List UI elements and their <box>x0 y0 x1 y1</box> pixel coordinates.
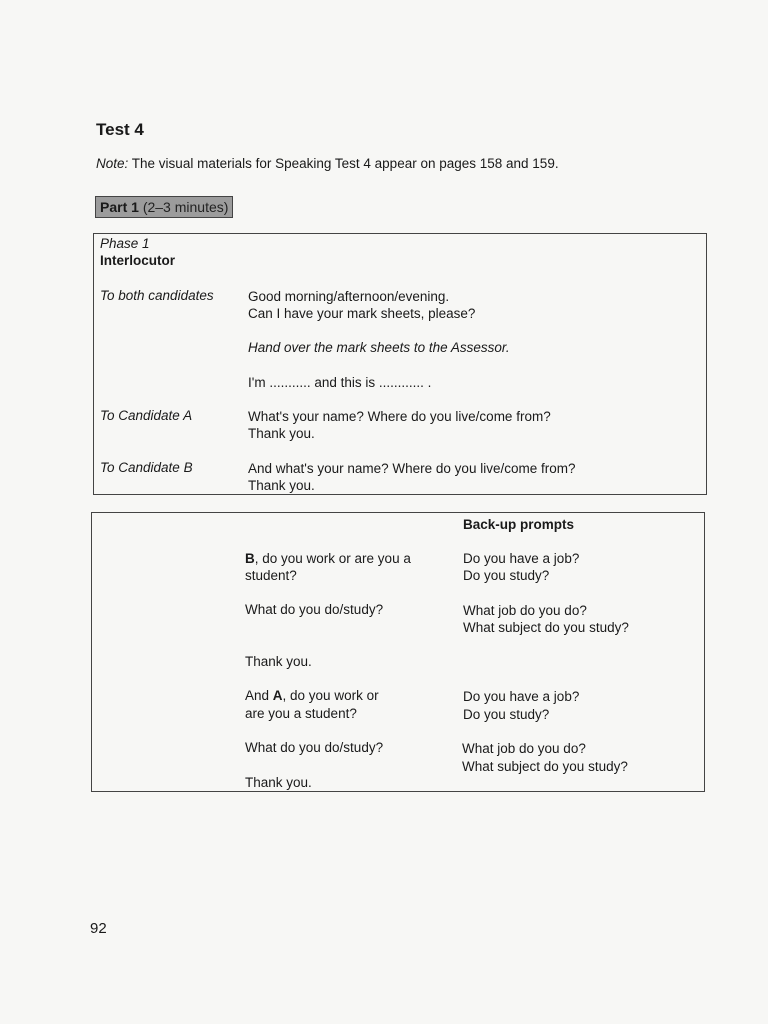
prompts-box <box>91 512 705 792</box>
prompt-what-job: What job do you do? <box>463 603 587 618</box>
candidate-b-letter: B <box>245 551 255 566</box>
prompt-study: Do you study? <box>463 568 550 583</box>
part-label <box>95 196 233 218</box>
part-name: Part 1 <box>100 199 139 215</box>
candidate-a-letter: A <box>272 688 283 703</box>
prompt-have-job: Do you have a job? <box>463 551 580 566</box>
backup-prompts-header: Back-up prompts <box>463 517 575 532</box>
cue-candidate-b: To Candidate B <box>100 460 193 475</box>
prompt-what-subject-2: What subject do you study? <box>462 759 628 774</box>
greeting-line: Good morning/afternoon/evening. <box>248 289 450 304</box>
cue-both-candidates: To both candidates <box>100 288 214 303</box>
role-label: Interlocutor <box>100 253 176 268</box>
question-a-text: , do you work or <box>282 688 379 703</box>
note <box>96 156 559 171</box>
prompt-what-job-2: What job do you do? <box>462 741 586 756</box>
note-label: Note: <box>96 156 129 171</box>
question-a-pre: And <box>245 688 273 703</box>
thank-you-2: Thank you. <box>245 775 312 790</box>
question-b-line2: student? <box>245 568 297 583</box>
question-do-study: What do you do/study? <box>245 602 384 617</box>
question-a <box>245 687 379 704</box>
phase-box <box>93 233 707 495</box>
candidate-a-thanks: Thank you. <box>248 426 315 441</box>
phase-label: Phase 1 <box>100 236 150 251</box>
prompt-study-2: Do you study? <box>463 707 550 722</box>
stage-instruction: Hand over the mark sheets to the Assessor. <box>248 340 510 355</box>
part-duration: (2–3 minutes) <box>142 199 229 215</box>
thank-you-1: Thank you. <box>245 654 312 669</box>
candidate-a-question: What's your name? Where do you live/come from? <box>248 409 551 424</box>
prompt-what-subject: What subject do you study? <box>463 620 629 635</box>
question-do-study-2: What do you do/study? <box>245 740 384 755</box>
cue-candidate-a: To Candidate A <box>100 408 193 423</box>
introduction-line: I'm ........... and this is ............ . <box>248 375 432 390</box>
question-a-line2: are you a student? <box>245 706 357 721</box>
question-b-text: , do you work or are you a <box>254 551 411 566</box>
page-title: Test 4 <box>96 120 144 139</box>
candidate-b-thanks: Thank you. <box>248 478 315 493</box>
question-b <box>245 550 411 567</box>
mark-sheets-line: Can I have your mark sheets, please? <box>248 306 476 321</box>
page-number: 92 <box>90 920 107 937</box>
note-text: The visual materials for Speaking Test 4 appear on pages 158 and 159. <box>131 156 559 171</box>
candidate-b-question: And what's your name? Where do you live/come from? <box>248 461 576 476</box>
prompt-have-job-2: Do you have a job? <box>463 689 580 704</box>
